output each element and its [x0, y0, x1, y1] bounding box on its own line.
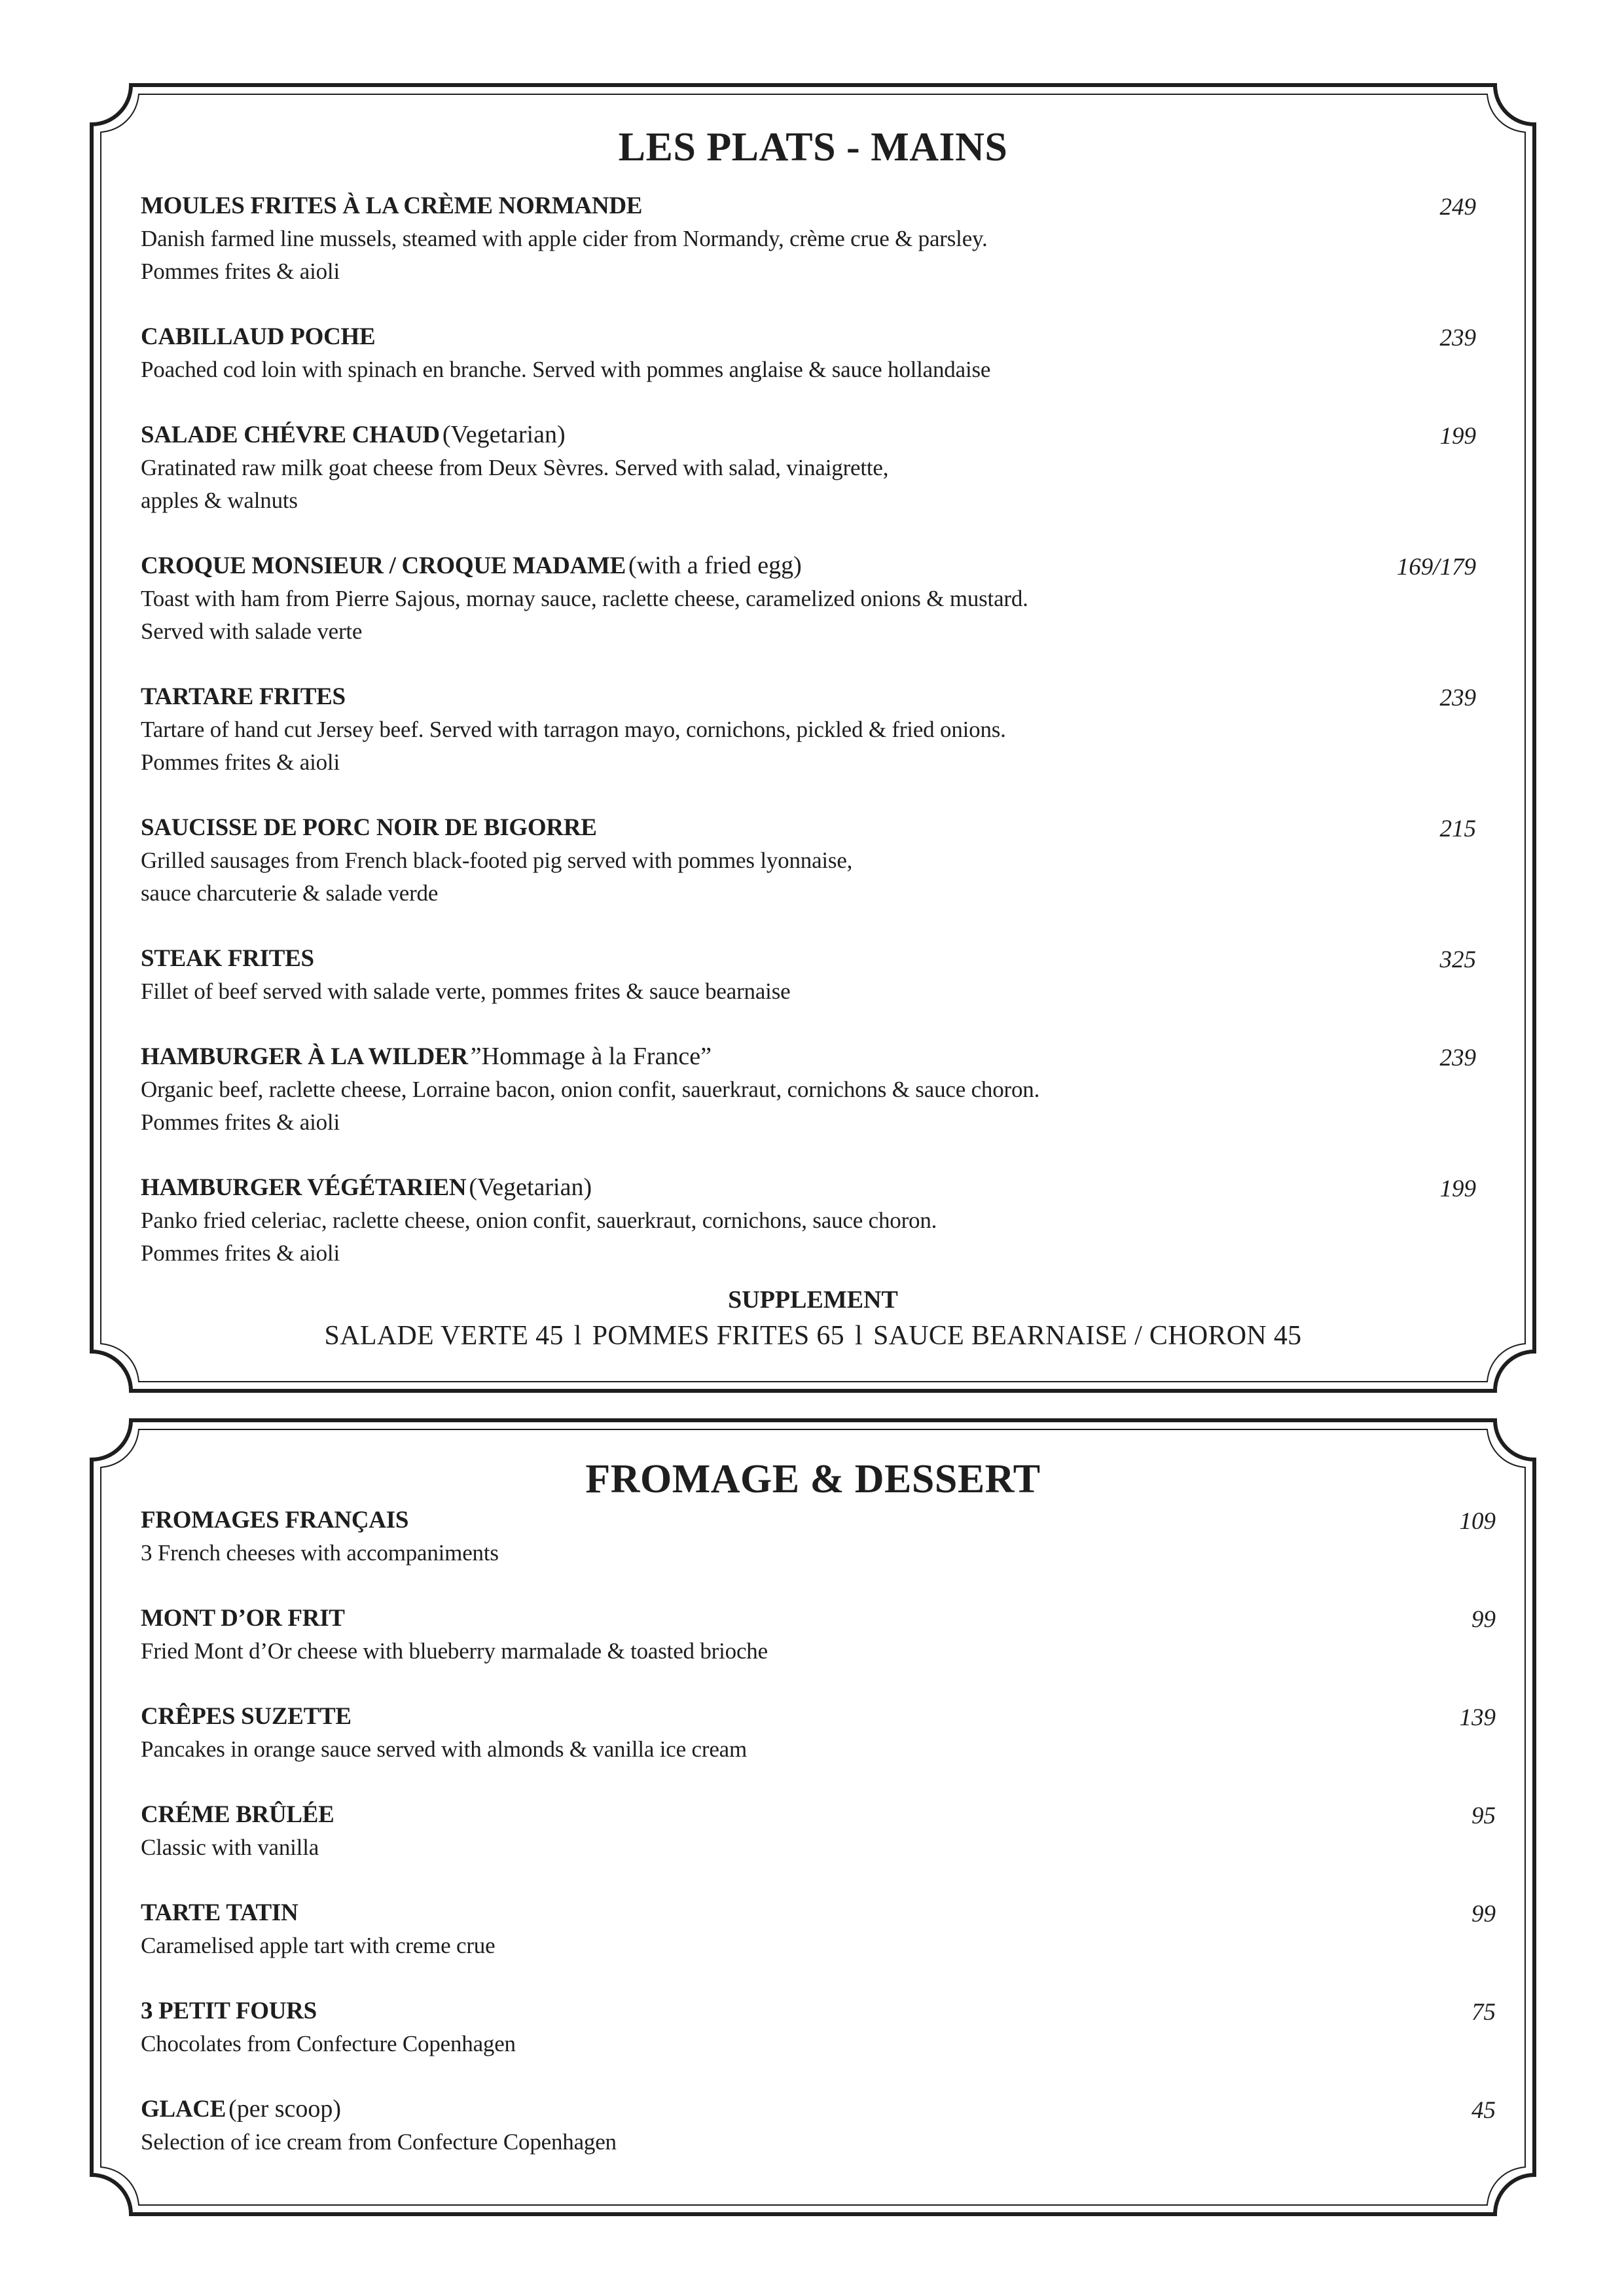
supplement-item: SAUCE BEARNAISE / CHORON 45: [873, 1321, 1302, 1351]
menu-item: [141, 550, 1476, 681]
item-note: (Vegetarian): [469, 1174, 592, 1201]
item-price: 239: [1439, 685, 1476, 711]
item-description: Tartare of hand cut Jersey beef. Served with tarragon mayo, cornichons, pickled & fried onions.: [141, 717, 1006, 742]
item-name: 3 PETIT FOURS: [141, 1998, 317, 2024]
item-name: SAUCISSE DE PORC NOIR DE BIGORRE: [141, 814, 597, 841]
menu-item: [141, 1897, 1496, 1995]
item-price: 239: [1439, 325, 1476, 351]
item-name: TARTARE FRITES: [141, 683, 346, 710]
item-description: Gratinated raw milk goat cheese from Deux Sèvres. Served with salad, vinaigrette,: [141, 455, 889, 480]
mains-title: LES PLATS - MAINS: [618, 125, 1008, 170]
item-note: (per scoop): [228, 2095, 342, 2123]
menu-item: [141, 1504, 1496, 1602]
menu-item: [141, 812, 1476, 942]
menu-item: [141, 321, 1476, 419]
item-description: Toast with ham from Pierre Sajous, mornay sauce, raclette cheese, caramelized onions & mustard.: [141, 586, 1028, 611]
item-price: 169/179: [1396, 554, 1476, 581]
item-note: (with a fried egg): [628, 552, 802, 579]
item-description: Organic beef, raclette cheese, Lorraine bacon, onion confit, sauerkraut, cornichons & sauce choron.: [141, 1077, 1040, 1102]
item-name: HAMBURGER VÉGÉTARIEN: [141, 1174, 467, 1201]
item-price: 249: [1439, 194, 1476, 221]
menu-item: [141, 1995, 1496, 2093]
item-name: CRÊPES SUZETTE: [141, 1703, 352, 1730]
menu-item: [141, 1041, 1476, 1172]
supplement-item: SALADE VERTE 45: [324, 1321, 564, 1351]
item-description: Panko fried celeriac, raclette cheese, onion confit, sauerkraut, cornichons, sauce choron.: [141, 1208, 937, 1233]
item-note: ”Hommage à la France”: [470, 1043, 712, 1070]
item-price: 325: [1439, 946, 1476, 973]
item-price: 75: [1471, 1999, 1496, 2026]
menu-item: [141, 190, 1476, 321]
item-description: Fried Mont d’Or cheese with blueberry marmalade & toasted brioche: [141, 1638, 768, 1664]
item-price: 239: [1439, 1045, 1476, 1071]
item-name: CRÉME BRÛLÉE: [141, 1801, 334, 1828]
item-name: MOULES FRITES À LA CRÈME NORMANDE: [141, 192, 643, 219]
item-description: Caramelised apple tart with creme crue: [141, 1933, 496, 1958]
item-price: 215: [1439, 816, 1476, 842]
item-description: Grilled sausages from French black-footed pig served with pommes lyonnaise,: [141, 848, 853, 873]
menu-item: [141, 2093, 1496, 2191]
item-note: (Vegetarian): [442, 421, 566, 448]
item-name: CABILLAUD POCHE: [141, 323, 376, 350]
item-name: STEAK FRITES: [141, 945, 314, 972]
item-price: 99: [1471, 1901, 1496, 1928]
item-description: Classic with vanilla: [141, 1835, 319, 1860]
item-name: MONT D’OR FRIT: [141, 1605, 345, 1632]
desserts-section: [92, 1420, 1534, 2214]
menu-item: [141, 419, 1476, 550]
desserts-list: [141, 1504, 1496, 2191]
item-name: TARTE TATIN: [141, 1899, 298, 1926]
item-description: Poached cod loin with spinach en branche. Served with pommes anglaise & sauce hollandaise: [141, 357, 991, 382]
item-name: FROMAGES FRANÇAIS: [141, 1507, 409, 1534]
item-description-2: Pommes frites & aioli: [141, 749, 340, 775]
menu-item: [141, 1602, 1496, 1700]
item-price: 139: [1459, 1704, 1496, 1731]
item-description-2: Pommes frites & aioli: [141, 1109, 340, 1135]
item-price: 199: [1439, 1175, 1476, 1202]
item-name: GLACE: [141, 2096, 226, 2123]
item-price: 199: [1439, 423, 1476, 450]
separator: l: [854, 1321, 863, 1351]
supplement-title: SUPPLEMENT: [728, 1286, 898, 1314]
item-description-2: Served with salade verte: [141, 619, 363, 644]
item-description-2: Pommes frites & aioli: [141, 1240, 340, 1266]
menu-item: [141, 942, 1476, 1041]
item-price: 99: [1471, 1606, 1496, 1633]
menu-item: [141, 1700, 1496, 1799]
menu-item: [141, 681, 1476, 812]
item-name: HAMBURGER À LA WILDER: [141, 1043, 468, 1070]
menu-item: [141, 1799, 1496, 1897]
item-description: 3 French cheeses with accompaniments: [141, 1540, 499, 1566]
item-price: 109: [1459, 1508, 1496, 1535]
item-description-2: apples & walnuts: [141, 488, 298, 513]
separator: l: [573, 1321, 582, 1351]
item-description-2: Pommes frites & aioli: [141, 259, 340, 284]
item-price: 95: [1471, 1803, 1496, 1829]
mains-list: [141, 190, 1476, 1302]
item-name: SALADE CHÉVRE CHAUD: [141, 422, 440, 448]
mains-section: [92, 85, 1534, 1391]
desserts-title: FROMAGE & DESSERT: [585, 1457, 1041, 1501]
item-description: Selection of ice cream from Confecture Copenhagen: [141, 2129, 617, 2155]
item-name: CROQUE MONSIEUR / CROQUE MADAME: [141, 552, 626, 579]
supplement-line: [92, 1317, 1534, 1355]
item-description: Danish farmed line mussels, steamed with apple cider from Normandy, crème crue & parsley.: [141, 226, 988, 251]
supplement-block: [92, 1283, 1534, 1355]
supplement-item: POMMES FRITES 65: [592, 1321, 844, 1351]
item-price: 45: [1471, 2097, 1496, 2124]
item-description-2: sauce charcuterie & salade verde: [141, 880, 439, 906]
item-description: Pancakes in orange sauce served with almonds & vanilla ice cream: [141, 1736, 748, 1762]
item-description: Fillet of beef served with salade verte, pommes frites & sauce bearnaise: [141, 978, 791, 1004]
item-description: Chocolates from Confecture Copenhagen: [141, 2031, 516, 2056]
